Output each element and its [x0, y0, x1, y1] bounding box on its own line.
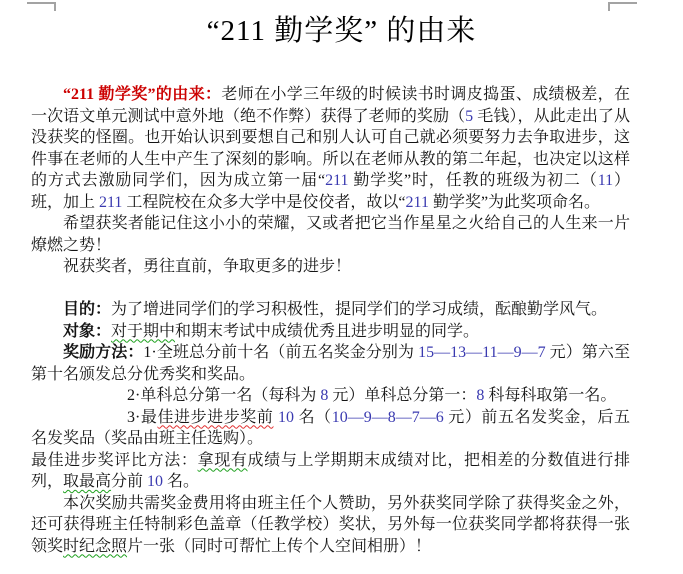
- text-run: 3·最: [127, 408, 158, 426]
- paragraph: [31, 450, 630, 493]
- text-run: 成绩与上学期期末成绩对比，把相差的分数值进行排列，: [31, 451, 630, 490]
- text-run-num: 211: [325, 172, 349, 189]
- text-run-num: 8: [476, 387, 485, 404]
- text-run-sq-green: 拿现有: [197, 451, 248, 469]
- document-title: “211 勤学奖” 的由来: [206, 15, 477, 47]
- text-run: ）班，加上: [31, 172, 630, 211]
- text-run: 勤学奖”为此奖项命名。: [428, 193, 601, 211]
- text-run: 元）前五名发奖金，后五名发奖品（奖品由班主任选购）。: [31, 408, 630, 447]
- text-run: 老师在小学三年级的时候读书时调皮捣蛋、成绩极差，在一次语文单元测试中意外地（绝不作弊）获得了老师的奖励（: [31, 86, 630, 125]
- text-run-num: 211: [405, 193, 429, 211]
- paragraph: [31, 407, 630, 450]
- text-run: 希望获奖者能记住这小小的荣耀，又或者把它当作星星之火给自己的人生来一片燎燃之势！: [31, 215, 630, 254]
- text-run-num: 10—9—8—7—6: [331, 408, 444, 426]
- text-run: 片一张（同时可帮忙上传个人空间相册）！: [127, 537, 432, 555]
- text-run: 为了增进同学们的学习积极性，提同学们的学习成绩，酝酿勤学风气。: [111, 301, 608, 318]
- text-run: 最佳进步奖评比方法：: [31, 451, 198, 469]
- text-run: 1·全班总分前十名（前五名奖金分别为: [143, 344, 419, 361]
- text-run-num: 10: [147, 473, 164, 490]
- text-run-bold-label: 对象：: [63, 322, 112, 340]
- text-run-sq-green: 时纪念照: [63, 537, 128, 555]
- text-run-sq-green: 取最高: [63, 473, 112, 490]
- paragraph: [31, 256, 630, 278]
- paragraph: [31, 84, 630, 213]
- text-run: 祝获奖者，勇往直前，争取更多的进步！: [63, 258, 352, 275]
- text-run-num: 5: [465, 107, 474, 125]
- text-run-num: 8: [320, 387, 329, 404]
- paragraph: [31, 278, 630, 300]
- text-run-num: 211: [99, 193, 123, 211]
- text-run-sq-green: 对于期中: [111, 322, 176, 340]
- text-run: 毛钱），从此走出了从没获奖的怪圈。也开始认识到要想自己和别人认可自己就必须要努力去争取进步，这件事在老师的人生中产生了深刻的影响。所以在老师从教的第二年起，也决定以这样的方式去激励同学们，因为成立第一届“: [31, 107, 630, 189]
- text-run: 2·单科总分第一名（每科为: [127, 387, 321, 404]
- paragraph: [31, 299, 630, 321]
- document-body[interactable]: [31, 84, 630, 557]
- text-run: 和期末考试中成绩优秀且进步明显的同学。: [175, 322, 480, 340]
- text-run: 本次奖励共需奖金费用将由班主任个人赞助，另外获奖同学除了获得奖金之外，还可获得班主任特制彩色盖章（任教学校）奖状，另外每一位获奖同学都将获得一张领奖: [31, 494, 630, 555]
- text-run: 元）第六至第十名颁发总分优秀奖和奖品。: [31, 344, 630, 383]
- text-run: 勤学奖”时，任教的班级为初二（: [348, 172, 598, 189]
- text-run: 名（: [294, 408, 332, 426]
- text-run: 名。: [163, 473, 200, 490]
- text-run-num: 11: [597, 172, 614, 189]
- text-run: 元）单科总分第一：: [328, 387, 477, 404]
- text-run-num: 15—13—11—9—7: [418, 344, 546, 361]
- text-run: 分前: [111, 473, 148, 490]
- text-run-bold-label: 目的：: [63, 301, 112, 318]
- paragraph: [31, 342, 630, 385]
- text-boundary-mark-top-left: [27, 2, 56, 4]
- text-run-sq-red: 佳进步进步奖前: [157, 408, 274, 426]
- paragraph: [31, 321, 630, 343]
- text-run: 科每科取第一名。: [484, 387, 617, 404]
- paragraph: [31, 213, 630, 256]
- text-run-red-bold: “211 勤学奖”的由来：: [63, 86, 222, 103]
- text-run: 工程院校在众多大学中是佼佼者，故以“: [122, 193, 406, 211]
- text-run-bold-label: 奖励方法：: [63, 344, 144, 361]
- text-run-num: 10: [278, 408, 295, 426]
- paragraph: [31, 385, 630, 407]
- paragraph: [31, 493, 630, 558]
- text-boundary-mark-top-right: [608, 2, 637, 4]
